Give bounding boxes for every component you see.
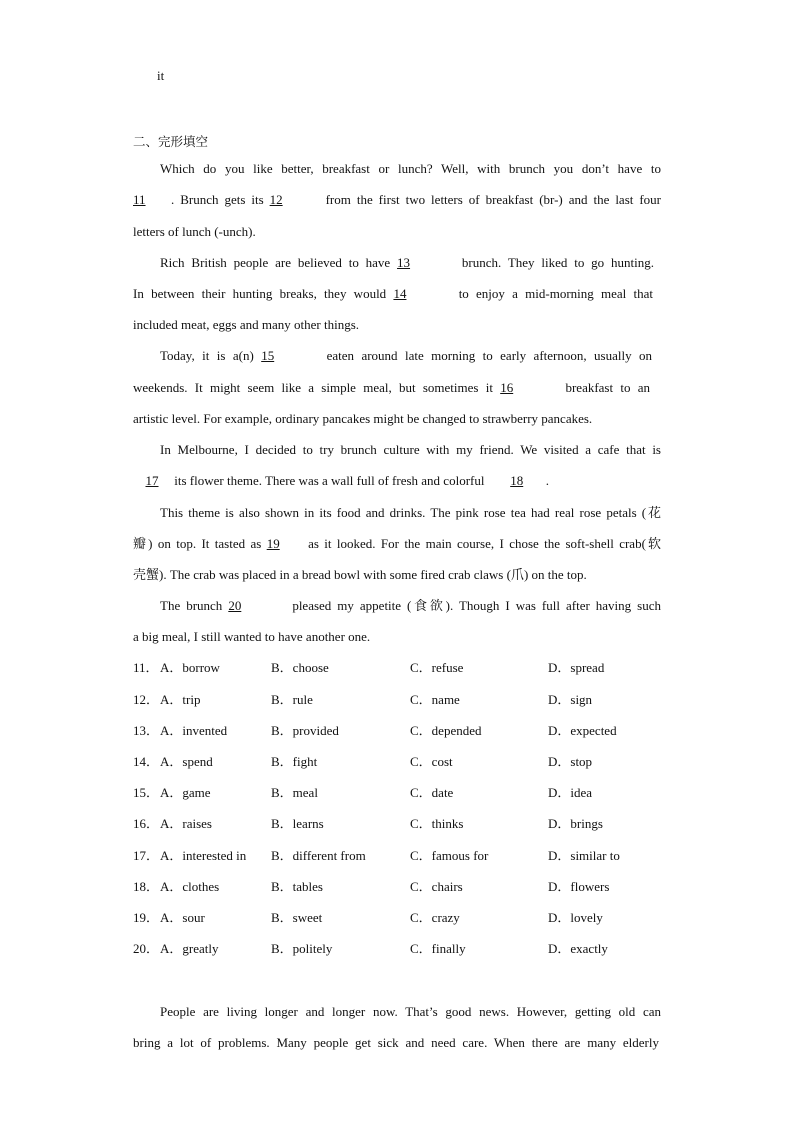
option-d: D．flowers [548, 879, 610, 894]
option-a: A．clothes [160, 879, 220, 894]
option-d: D．similar to [548, 848, 620, 863]
option-c: C．date [410, 785, 454, 800]
option-d: D．stop [548, 754, 593, 769]
question-row [133, 816, 673, 832]
passage-line: The brunch 20 pleased my appetite (食欲). Though I was full after having such [160, 598, 661, 613]
question-number: 15． [133, 785, 160, 800]
blank-20: 20 [228, 598, 242, 613]
option-b: B．tables [271, 879, 323, 894]
question-row [133, 660, 673, 676]
option-b: B．fight [271, 754, 318, 769]
blank-15: 15 [261, 348, 275, 363]
passage-line: included meat, eggs and many other things. [133, 317, 360, 332]
option-a: A．raises [160, 816, 212, 831]
option-c: C．famous for [410, 848, 489, 863]
option-b: B．politely [271, 941, 333, 956]
question-number: 11． [133, 660, 159, 675]
passage-line: In Melbourne, I decided to try brunch culture with my friend. We visited a cafe that is [160, 442, 661, 457]
option-c: C．cost [410, 754, 453, 769]
passage-line: Which do you like better, breakfast or lunch? Well, with brunch you don’t have to [160, 161, 661, 176]
passage-line: artistic level. For example, ordinary pancakes might be changed to strawberry pancakes. [133, 411, 593, 426]
blank-17: 17 [145, 473, 159, 488]
blank-13: 13 [397, 255, 411, 270]
question-number: 16． [133, 816, 160, 831]
option-d: D．brings [548, 816, 603, 831]
question-number: 17． [133, 848, 160, 863]
passage-line: Today, it is a(n) 15 eaten around late morning to early afternoon, usually on [160, 348, 652, 363]
question-number: 18． [133, 879, 160, 894]
option-d: D．expected [548, 723, 617, 738]
option-a: A．borrow [160, 660, 220, 675]
option-a: A．invented [160, 723, 228, 738]
option-b: B．rule [271, 692, 313, 707]
question-row [133, 941, 673, 957]
blank-18: 18 [510, 473, 524, 488]
passage-line: 瓣) on top. It tasted as 19 as it looked. For the main course, I chose the soft-shell crab(软 [133, 536, 662, 551]
option-a: A．game [160, 785, 211, 800]
passage-line: letters of lunch (-unch). [133, 224, 256, 239]
option-c: C．crazy [410, 910, 460, 925]
question-number: 13． [133, 723, 160, 738]
question-row [133, 910, 673, 926]
option-d: D．exactly [548, 941, 608, 956]
passage-line: In between their hunting breaks, they would 14 to enjoy a mid-morning meal that [133, 286, 654, 301]
question-number: 14． [133, 754, 160, 769]
question-row [133, 785, 673, 801]
option-a: A．interested in [160, 848, 247, 863]
option-c: C．name [410, 692, 460, 707]
blank-16: 16 [500, 380, 514, 395]
blank-14: 14 [393, 286, 407, 301]
passage-line: 壳蟹). The crab was placed in a bread bowl with some fired crab claws (爪) on the top. [133, 567, 587, 582]
option-a: A．spend [160, 754, 213, 769]
option-d: D．sign [548, 692, 593, 707]
passage-line: a big meal, I still wanted to have another one. [133, 629, 371, 644]
question-row [133, 723, 673, 739]
option-a: A．greatly [160, 941, 219, 956]
option-c: C．thinks [410, 816, 464, 831]
top-fragment: it [157, 68, 165, 83]
option-c: C．refuse [410, 660, 464, 675]
passage-line: weekends. It might seem like a simple meal, but sometimes it 16 breakfast to an [133, 380, 651, 395]
option-b: B．choose [271, 660, 329, 675]
question-row [133, 692, 673, 708]
option-c: C．finally [410, 941, 466, 956]
option-b: B．learns [271, 816, 324, 831]
option-b: B．sweet [271, 910, 323, 925]
blank-12: 12 [269, 192, 283, 207]
option-c: C．depended [410, 723, 482, 738]
passage-line: bring a lot of problems. Many people get sick and need care. When there are many elderly [133, 1035, 659, 1050]
passage-line: Rich British people are believed to have 13 brunch. They liked to go hunting. [160, 255, 655, 270]
question-row [133, 848, 673, 864]
question-row [133, 754, 673, 770]
option-b: B．meal [271, 785, 318, 800]
question-number: 12． [133, 692, 160, 707]
passage-line: People are living longer and longer now. That’s good news. However, getting old can [160, 1004, 661, 1019]
option-d: D．lovely [548, 910, 603, 925]
option-d: D．spread [548, 660, 605, 675]
section-heading: 二、完形填空 [133, 134, 209, 149]
passage-line: 11 . Brunch gets its 12 from the first two letters of breakfast (br-) and the last four [133, 192, 661, 207]
option-b: B．different from [271, 848, 366, 863]
option-b: B．provided [271, 723, 339, 738]
question-number: 20． [133, 941, 160, 956]
question-number: 19． [133, 910, 160, 925]
option-a: A．trip [160, 692, 201, 707]
blank-19: 19 [266, 536, 280, 551]
question-row [133, 879, 673, 895]
blank-11: 11 [133, 192, 146, 207]
passage-line: 17 its flower theme. There was a wall full of fresh and colorful 18 . [133, 473, 549, 489]
option-d: D．idea [548, 785, 593, 800]
option-a: A．sour [160, 910, 205, 925]
passage-line: This theme is also shown in its food and drinks. The pink rose tea had real rose petals (花 [160, 505, 661, 520]
option-c: C．chairs [410, 879, 463, 894]
